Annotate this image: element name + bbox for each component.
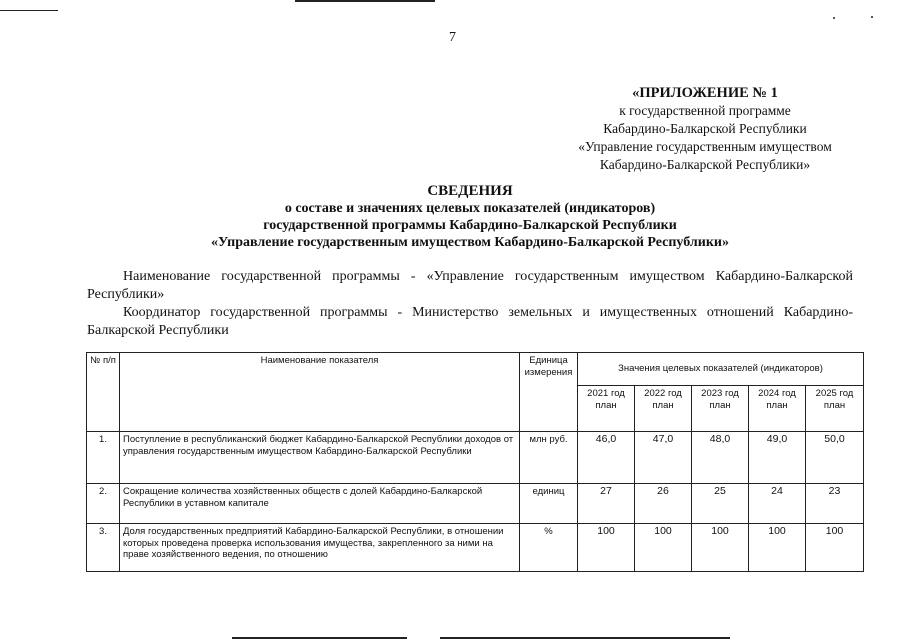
row-value: 47,0 [635,432,692,484]
header-values: Значения целевых показателей (индикаторов) [578,353,864,386]
document-heading [80,183,860,251]
row-num: 3. [87,524,120,572]
row-value: 46,0 [578,432,635,484]
heading-title: СВЕДЕНИЯ [427,183,513,199]
indicators-table [86,352,864,572]
row-unit: % [520,524,578,572]
row-value: 100 [692,524,749,572]
row-value: 48,0 [692,432,749,484]
appendix-line: «Управление государственным имуществом [578,139,832,154]
row-value: 26 [635,484,692,524]
row-name: Поступление в республиканский бюджет Кабардино-Балкарской Республики доходов от управления государственным имуществом Кабардино-Балкарской Республики [120,432,520,484]
row-value: 100 [578,524,635,572]
header-name: Наименование показателя [120,353,520,432]
row-name: Сокращение количества хозяйственных обществ с долей Кабардино-Балкарской Республики в уставном капитале [120,484,520,524]
table-row [87,432,864,484]
table-header-row [87,353,864,386]
appendix-line: Кабардино-Балкарской Республики» [599,157,811,172]
row-value: 23 [806,484,864,524]
scan-mark-bottom-left [232,637,407,639]
row-value: 100 [635,524,692,572]
header-year: 2025 год план [806,386,864,432]
row-value: 24 [749,484,806,524]
row-unit: млн руб. [520,432,578,484]
row-value: 50,0 [806,432,864,484]
appendix-line: Кабардино-Балкарской Республики [603,121,807,136]
program-name: Наименование государственной программы - «Управление государственным имуществом Кабардино-Балкарской Республики» [87,269,853,302]
row-value: 25 [692,484,749,524]
program-coordinator: Координатор государственной программы - Министерство земельных и имущественных отношений Кабардино-Балкарской Республики [87,305,853,338]
table-row [87,524,864,572]
appendix-title: «ПРИЛОЖЕНИЕ № 1 [632,85,778,101]
scan-mark-bottom-right [440,637,730,639]
scan-dot [871,16,873,18]
header-year: 2023 год план [692,386,749,432]
appendix-block [540,84,870,174]
page-number: 7 [449,30,456,45]
header-year: 2024 год план [749,386,806,432]
appendix-line: к государственной программе [619,103,791,118]
heading-line: государственной программы Кабардино-Балкарской Республики [263,218,677,233]
row-unit: единиц [520,484,578,524]
row-num: 1. [87,432,120,484]
row-num: 2. [87,484,120,524]
scan-mark-top-left [0,10,58,11]
heading-line: о составе и значениях целевых показателей (индикаторов) [284,201,656,216]
header-year: 2021 год план [578,386,635,432]
scan-dot [833,17,835,19]
scan-mark-top-center [295,0,435,2]
header-unit: Единица измерения [520,353,578,432]
header-num: № п/п [87,353,120,432]
row-value: 100 [749,524,806,572]
row-value: 49,0 [749,432,806,484]
program-info [87,268,853,340]
row-value: 27 [578,484,635,524]
header-year: 2022 год план [635,386,692,432]
heading-line: «Управление государственным имуществом Кабардино-Балкарской Республики» [211,235,729,250]
row-name: Доля государственных предприятий Кабардино-Балкарской Республики, в отношении которых проведена проверка использования имущества, закрепленного за ними на праве хозяйственного ведения, по отношению [120,524,520,572]
table-row [87,484,864,524]
row-value: 100 [806,524,864,572]
